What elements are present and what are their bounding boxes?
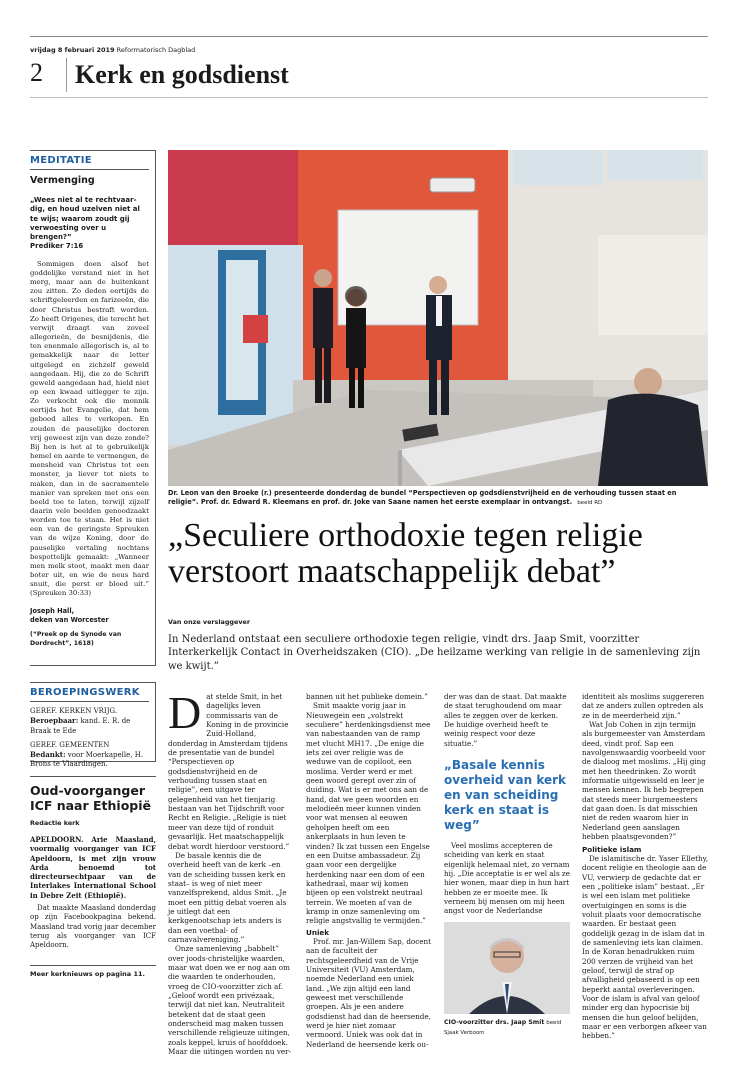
top-rule: [30, 36, 708, 37]
meditatie-box: [30, 150, 156, 666]
beroepingswerk-kicker: BEROEPINGSWERK: [30, 687, 149, 702]
header-rule: [30, 97, 708, 98]
beroepingswerk-box: [30, 682, 156, 769]
beroep-item-1: GEREF. KERKEN VRIJG. Beroepbaar: kand. E. R. de Braak te Ede: [30, 707, 131, 735]
meditatie-author: Joseph Hall, deken van Worcester: [30, 606, 109, 624]
main-intro: In Nederland ontstaat een seculiere orthodoxie tegen religie, vindt drs. Jaap Smit, voorzitter Interkerkelijk Contact in Overheidszaken (CIO). „De heilzame werking van religie in de samenleving zijn we kwijt.”: [168, 634, 701, 672]
meditatie-body: Sommigen doen alsof het goddelijke verstand niet in het merg, maar aan de buitenkant zou zitten. Zo deden eertijds de schriftgeleerden en farizeeën, die door Christus bestraft worden. Zo heeft Origenes, die terecht het verwijt draagt van zoveel allegorieën, de besnijdenis, die ten enenmale allegorisch is, al te gemakkelijk naar de letter uitgelegd en zichzelf geweld aangedaan. Hij, die zo de Schrift geweld aangedaan had, hield niet op een kwaad uitlegger te zijn. Zo verkocht ook die monnik eertijds het Evangelie, dat hem gebood alles te verkopen. En zouden de pauselijke doctoren vrij geweest zijn van deze zonde? Bij hen is het al te gebruikelijk hemel en aarde te vermengen, de mensheid van Christus tot een monster, ja liever tot niets te maken, dan in de sacramentele manier van spreken met ons een beeld toe te laten, terwijl zijzelf daarin vele beelden genoodzaakt worden toe te staan. Het is niet een van de geringste Spreuken van de wijze Koning, door de pauselijke vertaling nochtans bespottelijk gemaakt: „Wanneer men melk stoot, maakt men daar boter uit, en wie de neus hard snuit, die perst er bloed uit.” (Spreuken 30:33): [30, 259, 149, 598]
main-byline: Van onze verslaggever: [168, 618, 250, 626]
side-article-lead: APELDOORN. Arie Maasland, voormalig voorganger van ICF Apeldoorn, is met zijn vrouw Arda benoemd tot directeursechtpaar van de Interlakes International School in Debre Zeit (Ethiopië).: [30, 835, 156, 900]
meditatie-quote: „Wees niet al te rechtvaar-dig, en houd uzelven niet al te wijs; waarom zoudt gij verwoesting over u brengen?” Prediker 7:16: [30, 196, 140, 251]
meditatie-source: (“Preek op de Synode van Dordrecht”, 1618): [30, 631, 122, 647]
body-column-3: der was dan de staat. Dat maakte de staat terughoudend om maar alles te zeggen over de kerken. De huidige overheid heeft te weinig respect voor deze situatie.” „Basale kennis overheid van kerk en van scheiding kerk en staat is weg” Veel moslims accepteren de scheiding van kerk en staat eigenlijk helemaal niet, zo vernam hij. „Die acceptatie is er wel als ze hier wonen, maar diep in hun hart hebben ze er moeite mee. Ik verneem bij mensen om mij heen angst voor de Nederlandse CIO-voorzitter drs. Jaap Smit beeld Sjaak Verboom: [444, 692, 570, 1039]
edition-date: vrijdag 8 februari 2019: [30, 46, 115, 54]
page-header-line: [30, 46, 708, 54]
side-article-byline: Redactie kerk: [30, 819, 80, 827]
body-column-1: Dat stelde Smit, in het dagelijks leven commissaris van de Koning in de provincie Zuid-Holland, donderdag in Amsterdam tijdens de presentatie van de bundel “Perspectieven op godsdienstvrijheid en de verhouding tussen staat en religie”, een uitgave ter gelegenheid van het tienjarig bestaan van het Tijdschrift voor Recht en Religie. „Religie is niet meer van deze tijd of ronduit gevaarlijk. Het maatschappelijk debat wordt hierdoor verstoord.” De basale kennis die de overheid heeft van de kerk –en van de scheiding tussen kerk en staat– is weg of niet meer vanzelfsprekend, aldus Smit. „Je moet een pittig debat voeren als je uitlegt dat een kerkgenootschap iets anders is dan een voetbal- of carnavalvereniging.” Onze samenleving „babbelt” over joods-christelijke waarden, maar wat doen we er nog aan om die waarden te onderhouden, vroeg de CIO-voorzitter zich af. „Geloof wordt een privézaak, terwijl dat niet kan. Neutraliteit betekent dat de staat geen onderscheid mag maken tussen verschillende religieuze uitingen, zoals keppel, kruis of hoofddoek. Maar die uitingen worden nu ver-: [168, 687, 292, 1057]
meditatie-kicker: MEDITATIE: [30, 155, 149, 170]
meditatie-title: Vermenging: [30, 175, 95, 186]
dropcap: D: [168, 687, 202, 738]
side-article-body: Dat maakte Maasland donderdag op zijn Facebookpagina bekend. Maasland trad vorig jaar december terug als voorganger van ICF Apeldoorn.: [30, 904, 156, 950]
portrait-photo: [444, 922, 570, 1014]
section-title: Kerk en godsdienst: [66, 58, 289, 92]
photo-credit: beeld RD: [577, 500, 603, 506]
body-column-2: bannen uit het publieke domein.” Smit maakte vorig jaar in Nieuwegein een „volstrekt seculiere” herdenkingsdienst mee van nabestaanden van de ramp met vlucht MH17. „De enige die iets zei over religie was de weduwe van de copiloot, een moslima. Verder werd er met geen woord gerept over zin of duiding. Wat is er met ons aan de hand, dat we geen woorden en melodieën meer kunnen vinden voor wat mensen al eeuwen geholpen heeft om een ankerplaats in hun leven te vinden? Ik zat tussen een Engelse en een Duitse ambassadeur. Zij gaan voor een dergelijke herdenking naar een dom of een kathedraal, maar wij komen bijeen op een volstrekt neutraal terrein. We moeten af van de kramp in onze samenleving om religie angstvallig te vermijden.” Uniek Prof. mr. Jan-Willem Sap, docent aan de faculteit der rechtsgeleerdheid van de Vrije Universiteit (VU) Amsterdam, noemde Nederland een uniek land. „We zijn altijd een land geweest met verschillende groepen. Als je een andere godsdienst had dan de heersende, werd je hier niet zomaar vermoord. Uniek was ook dat in Nederland de heersende kerk ou-: [306, 692, 432, 1049]
subhead-uniek: Uniek: [306, 927, 330, 937]
side-article: [30, 776, 156, 978]
main-headline: „Seculiere orthodoxie tegen religie verstoort maatschappelijk debat”: [168, 517, 643, 590]
event-photo: [168, 150, 708, 486]
pull-quote: „Basale kennis overheid van kerk en van scheiding kerk en staat is weg”: [444, 758, 567, 833]
body-column-4: identiteit als moslims suggereren dat ze anders zullen optreden als ze in de meerderheid zijn.” Wat Job Cohen in zijn termijn als burgemeester van Amsterdam deed, vindt prof. Sap een navolgenswaardig voorbeeld voor de dialoog met moslims. „Hij ging met hen theedrinken. Zo wordt informatie uitgewisseld en leer je mensen kennen. Ik heb begrepen dat steeds meer burgemeesters dat gaan doen. Is dat misschien niet de reden waarom hier in Nederland geen aanslagen hebben plaatsgevonden?” Politieke islam De islamitische dr. Yaser Ellethy, docent religie en theologie aan de VU, verwierp de gedachte dat er een „politieke islam” bestaat. „Er is wel een islam met politieke overtuigingen en soms is die voluit plaats voor democratische waarden. Er bestaat geen goddelijk gezag in de islam dat in de samenleving iets kan claimen. In de Koran benadrukken ruim 200 verzen de vrijheid van het geloof, terwijl de straf op afvalligheid gebaseerd is op een beperkt aantal overleveringen. Voor de islam is afval van geloof minder erg dan hypocrisie bij mensen die hun geloof belijden, maar er een verborgen afkeer van hebben.”: [582, 692, 709, 1041]
subhead-politieke-islam: Politieke islam: [582, 844, 642, 854]
side-article-headline: Oud-voorganger ICF naar Ethiopië: [30, 776, 156, 813]
photo-caption: [168, 489, 708, 508]
photo-caption-text: Dr. Leon van den Broeke (r.) presenteerde donderdag de bundel “Perspectieven op godsdienstvrijheid en de verhouding tussen staat en religie”. Prof. dr. Edward R. Kleemans en prof. dr. Joke van Saane namen het eerste exemplaar in ontvangst.: [168, 489, 677, 506]
beroep-item-2: GEREF. GEMEENTEN Bedankt: voor Moerkapelle, H. Brons te Vlaardingen.: [30, 740, 144, 769]
meditatie-quote-ref: Prediker 7:16: [30, 242, 84, 251]
more-news-link[interactable]: Meer kerknieuws op pagina 11.: [30, 965, 156, 978]
event-photo-illustration: [168, 150, 708, 486]
portrait-illustration: [444, 922, 570, 1014]
paper-name: Reformatorisch Dagblad: [116, 46, 196, 54]
portrait-caption: CIO-voorzitter drs. Jaap Smit beeld Sjaak Verboom: [444, 1018, 562, 1037]
page-number: 2: [30, 58, 43, 87]
